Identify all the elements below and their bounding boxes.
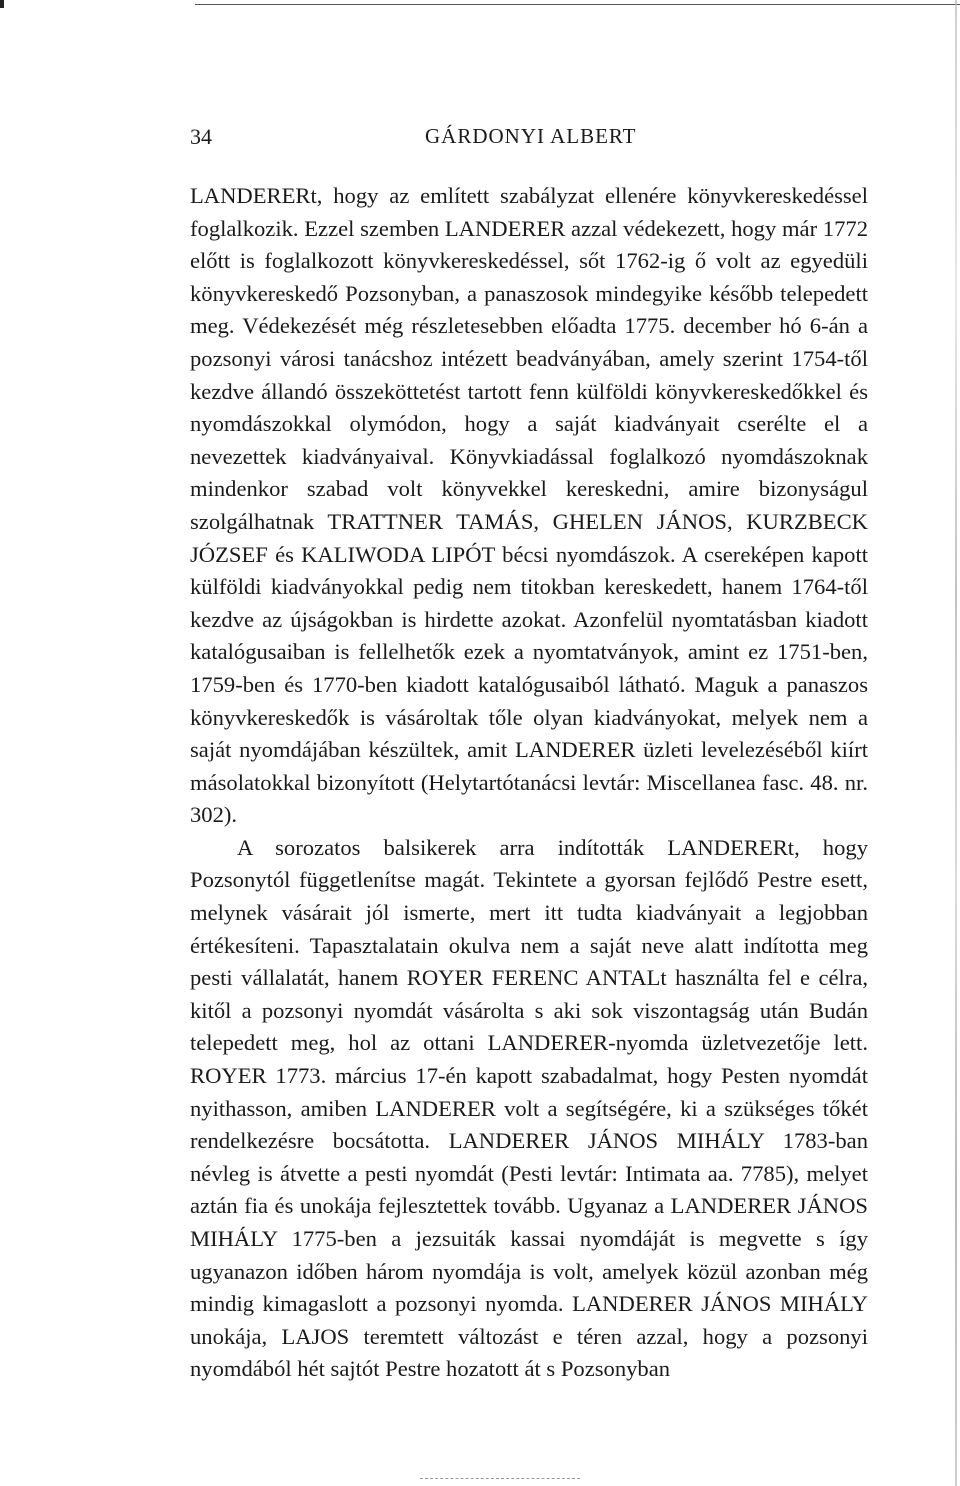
paragraph-2: A sorozatos balsikerek arra indították LANDERERt, hogy Pozsonytól függetlenítse magát. Tekintete a gyorsan fejlődő Pestre esett, melynek vásárait jól ismerte, mert itt tudta kiadványait a legjobban értékesíteni. Tapasztalatain okulva nem a saját neve alatt indította meg pesti vállalatát, hanem ROYER FERENC ANTALt használta fel e célra, kitől a pozsonyi nyomdát vásárolta s aki sok viszontagság után Budán telepedett meg, hol az ottani LANDERER-nyomda üzletvezetője lett. ROYER 1773. március 17-én kapott szabadalmat, hogy Pesten nyomdát nyithasson, amiben LANDERER volt a segítségére, ki a szükséges tőkét rendelkezésre bocsátotta. LANDERER JÁNOS MIHÁLY 1783-ban névleg is átvette a pesti nyomdát (Pesti levtár: Intimata aa. 7785), melyet aztán fia és unokája fejlesztettek tovább. Ugyanaz a LANDERER JÁNOS MIHÁLY 1775-ben a jezsuiták kassai nyomdáját is megvette s így ugyanazon időben három nyomdája is volt, amelyek közül azonban még mindig kimagaslott a pozsonyi nyomda. LANDERER JÁNOS MIHÁLY unokája, LAJOS teremtett változást e téren azzal, hogy a pozsonyi nyomdából hét sajtót Pestre hozatott át s Pozsonyban [190, 834, 868, 1382]
scan-bottom-edge-line [420, 1478, 580, 1480]
scan-corner-mark [0, 0, 4, 8]
scan-top-edge-line [195, 4, 960, 5]
paragraph-1: LANDERERt, hogy az említett szabályzat ellenére könyvkereskedéssel foglalkozik. Ezzel szemben LANDERER azzal védekezett, hogy már 1772 előtt is foglalkozott könyvkereskedéssel, sőt 1762-ig ő volt az egyedüli könyvkereskedő Pozsonyban, a panaszosok mindegyike később telepedett meg. Védekezését még részletesebben előadta 1775. december hó 6-án a pozsonyi városi tanácshoz intézett beadványában, amely szerint 1754-től kezdve állandó összeköttetést tartott fenn külföldi könyvkereskedőkkel és nyomdászokkal olymódon, hogy a saját kiadványait cserélte el a nevezettek kiadványaival. Könyvkiadással foglalkozó nyomdászoknak mindenkor szabad volt könyvekkel kereskedni, amire bizonyságul szolgálhatnak TRATTNER TAMÁS, GHELEN JÁNOS, KURZBECK JÓZSEF és KALIWODA LIPÓT bécsi nyomdászok. A csereképen kapott külföldi kiadványokkal pedig nem titokban kereskedett, hanem 1764-től kezdve az újságokban is hirdette azokat. Azonfelül nyomtatásban kiadott katalógusaiban is fellelhetők ezek a nyomtatványok, amint ez 1751-ben, 1759-ben és 1770-ben kiadott katalógusaiból látható. Maguk a panaszos könyvkereskedők is vásároltak tőle olyan kiadványokat, melyek nem a saját nyomdájában készültek, amit LANDERER üzleti levelezéséből kiírt másolatokkal bizonyított (Helytartótanácsi levtár: Miscellanea fasc. 48. nr. 302). [190, 183, 868, 828]
running-title: GÁRDONYI ALBERT [425, 124, 637, 148]
page-number: 34 [190, 124, 212, 149]
scan-right-edge [955, 0, 957, 1486]
running-head [190, 124, 868, 154]
body-text [190, 180, 868, 1386]
